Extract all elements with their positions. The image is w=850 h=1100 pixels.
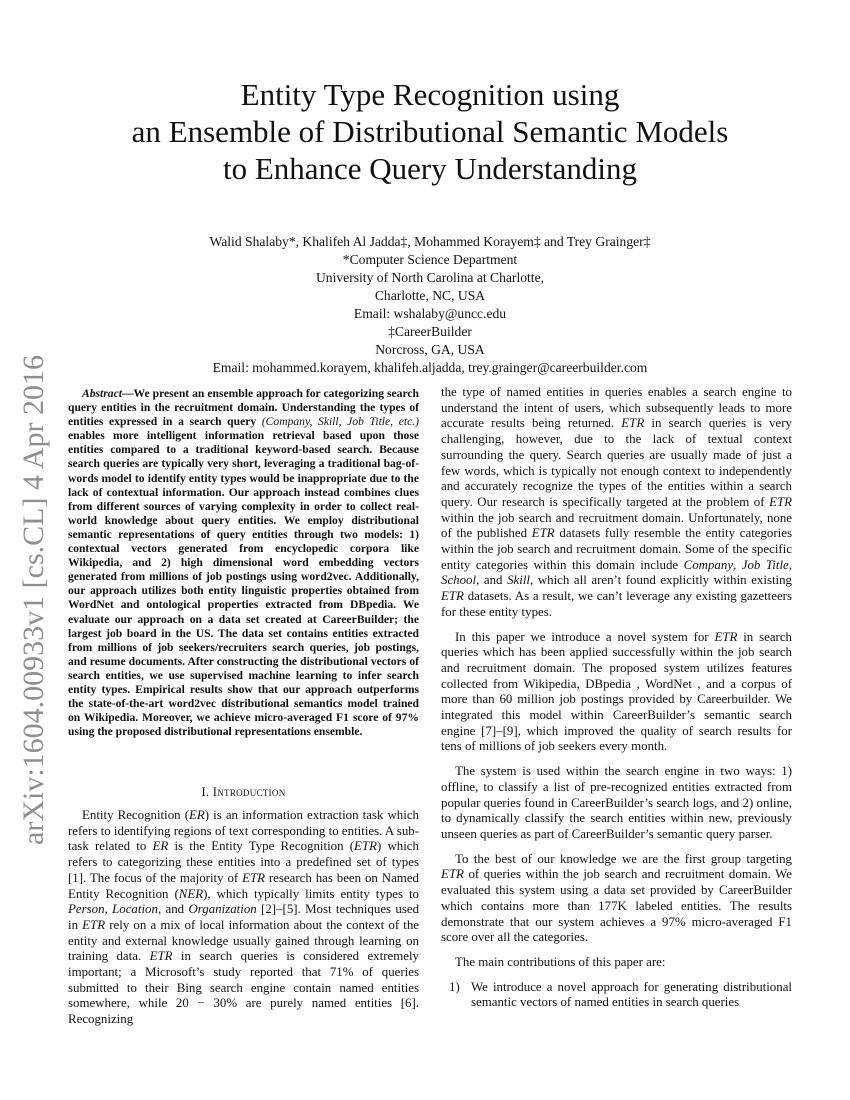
paper-title (60, 76, 800, 187)
section-heading-introduction: I. Introduction (201, 785, 286, 799)
body-paragraph: To the best of our knowledge we are the first group targeting ETR of queries within the job search and recruitment domain. We evaluated this system using a data set provided by CareerBuilder which contains more than 177K labeled entities. The results demonstrate that our system achieves a 97% micro-averaged F1 score over all the categories. (441, 851, 792, 945)
right-column (441, 385, 792, 1011)
affiliation-line: University of North Carolina at Charlotte, (315, 270, 545, 285)
affiliation-line: ‡CareerBuilder (388, 324, 472, 339)
author-names: Walid Shalaby*, Khalifeh Al Jadda‡, Mohammed Korayem‡ and Trey Grainger‡ (209, 234, 651, 249)
abstract (68, 387, 419, 739)
title-line: Entity Type Recognition using (240, 77, 620, 112)
abstract-examples: (Company, Skill, Job Title, etc.) (261, 415, 419, 429)
email-line: Email: wshalaby@uncc.edu (353, 306, 507, 321)
introduction-body (68, 808, 419, 1028)
abstract-text: enables more intelligent information retrieval based upon those entities compared to a traditional keyword-based search. Because search queries are typically very short, leveraging a traditional bag-of-words model to identify entity types would be inappropriate due to the lack of contextual information. Our approach instead combines clues from different sources of varying complexity in order to collect real-world knowledge about query entities. We employ distributional semantic representations of query entities through two models: 1) contextual vectors generated from encyclopedic corpora like Wikipedia, and 2) high dimensional word embedding vectors generated from millions of job postings using word2vec. Additionally, our approach utilizes both entity linguistic properties obtained from WordNet and ontological properties extracted from DBpedia. We evaluate our approach on a data set created at CareerBuilder; the largest job board in the US. The data set contains entities extracted from millions of job seekers/recruiters search queries, job postings, and resume documents. After constructing the distributional vectors of search entities, we use supervised machine learning to infer search entity types. Empirical results show that our approach outperforms the state-of-the-art word2vec distributional semantics model trained on Wikipedia. Moreover, we achieve micro-averaged F1 score of 97% using the proposed distributional representations ensemble. (68, 429, 419, 739)
title-line: an Ensemble of Distributional Semantic Models (131, 114, 729, 149)
body-paragraph: In this paper we introduce a novel system for ETR in search queries which has been applied successfully within the job search and recruitment domain. The proposed system utilizes features collected from Wikipedia, DBpedia , WordNet , and a corpus of more than 60 million job postings provided by Careerbuilder. We integrated this model within CareerBuilder’s semantic search engine [7]–[9], which improved the quality of search results for tens of millions of job seekers every month. (441, 629, 792, 754)
list-item-number: 1) (449, 979, 460, 994)
author-block (60, 233, 800, 377)
arxiv-stamp: arXiv:1604.00933v1 [cs.CL] 4 Apr 2016 (17, 355, 50, 845)
list-item-text: We introduce a novel approach for generating distributional semantic vectors of named entities in search queries (471, 979, 792, 1010)
affiliation-line: *Computer Science Department (342, 252, 518, 267)
contributions-list (441, 980, 792, 1011)
email-line: Email: mohammed.korayem, khalifeh.aljadda, trey.grainger@careerbuilder.com (212, 360, 648, 375)
body-paragraph: the type of named entities in queries enables a search engine to understand the intent of users, which subsequently leads to more accurate results being returned. ETR in search queries is very challenging, however, due to the lack of textual context surrounding the query. Search queries are usually made of just a few words, which is typically not enough context to independently and accurately recognize the types of the entities within a search query. Our research is specifically targeted at the problem of ETR within the job search and recruitment domain. Unfortunately, none of the published ETR datasets fully resemble the entity categories within the job search and recruitment domain. Some of the specific entity categories within this domain include Company, Job Title, School, and Skill, which all aren’t found explicitly within existing ETR datasets. As a result, we can’t leverage any existing gazetteers for these entity types. (441, 385, 793, 619)
affiliation-line: Norcross, GA, USA (375, 342, 485, 357)
abstract-text: —We present an ensemble approach for categorizing search query entities in the recruitment domain. Understanding the types of entities expressed in a search query (68, 387, 419, 429)
abstract-label: Abstract (82, 387, 122, 400)
list-item (441, 980, 792, 1011)
affiliation-line: Charlotte, NC, USA (374, 288, 486, 303)
body-paragraph: The system is used within the search engine in two ways: 1) offline, to classify a list of pre-recognized entities extracted from popular queries found in CareerBuilder’s search logs, and 2) online, to dynamically classify the search entities within new, previously unseen queries as part of CareerBuilder’s semantic query parser. (441, 764, 792, 841)
intro-paragraph: Entity Recognition (ER) is an information extraction task which refers to identifying regions of text corresponding to entities. A sub-task related to ER is the Entity Type Recognition (ETR) which refers to categorizing these entities into a predefined set of types [1]. The focus of the majority of ETR research has been on Named Entity Recognition (NER), which typically limits entity types to Person, Location, and Organization [2]–[5]. Most techniques used in ETR rely on a mix of local information about the context of the entity and external knowledge usually gained through learning on training data. ETR in search queries is considered extremely important; a Microsoft’s study reported that 71% of queries submitted to their Bing search engine contain named entities somewhere, while 20 − 30% are purely named entities [6]. Recognizing (68, 808, 420, 1027)
title-line: to Enhance Query Understanding (222, 151, 638, 186)
body-paragraph: The main contributions of this paper are: (455, 954, 666, 969)
